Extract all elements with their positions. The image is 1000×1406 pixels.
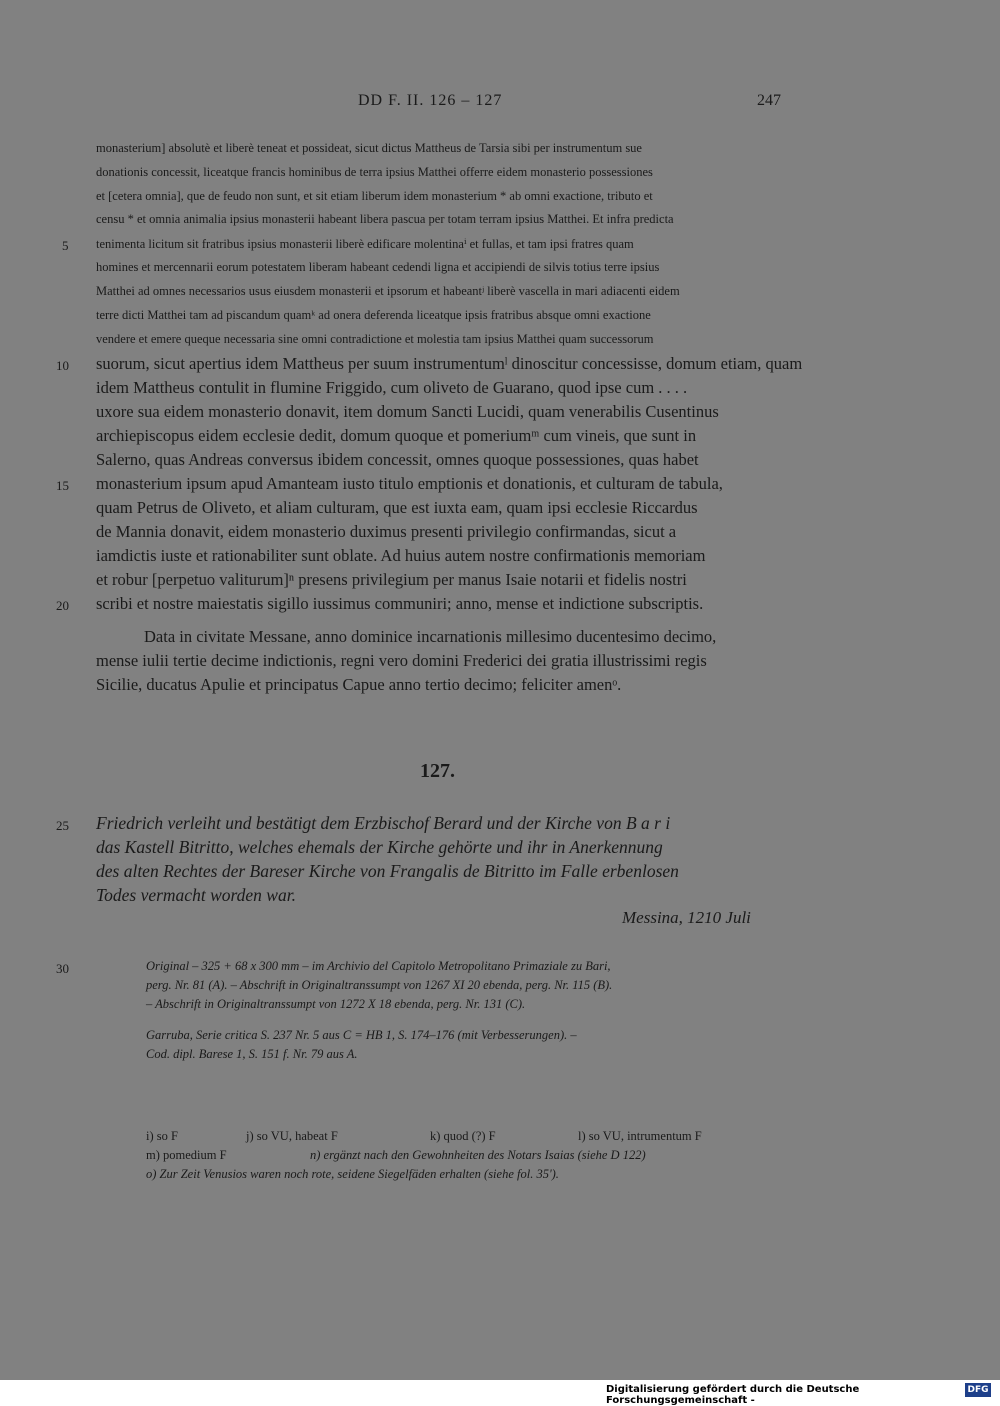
text-line: donationis concessit, liceatque francis hominibus de terra ipsius Matthei offerre eidem monasterio possessiones [96,165,653,179]
margin-line-number: 20 [56,598,69,613]
tradition-line: Garruba, Serie critica S. 237 Nr. 5 aus C = HB 1, S. 174–176 (mit Verbesserungen). – [146,1028,577,1042]
funding-notice: Digitalisierung gefördert durch die Deutsche Forschungsgemeinschaft - [606,1384,860,1406]
margin-line-number: 5 [62,238,69,253]
dating-line: Sicilie, ducatus Apulie et principatus Capue anno tertio decimo; feliciter amenᵒ. [96,675,622,694]
text-line: archiepiscopus eidem ecclesie dedit, domum quoque et pomeriumᵐ cum vineis, que sunt in [96,426,697,445]
page-number: 247 [757,92,781,109]
summary-line: das Kastell Bitritto, welches ehemals der Kirche gehörte und ihr in Anerkennung [96,837,663,857]
text-line: uxore sua eidem monasterio donavit, item domum Sancti Lucidi, quam venerabilis Cusentinus [96,402,719,421]
text-line: censu * et omnia animalia ipsius monasterii habeant libera pascua per totam terram ipsius Matthei. Et infra predicta [96,212,674,226]
margin-line-number: 10 [56,358,69,373]
text-line: Matthei ad omnes necessarios usus eiusdem monasterii et ipsorum et habeantʲ liberè vascella in mari adiacenti eidem [96,284,680,298]
footnote-l: l) so VU, intrumentum F [578,1129,702,1143]
margin-line-number: 15 [56,478,69,493]
footnote-o: o) Zur Zeit Venusios waren noch rote, seidene Siegelfäden erhalten (siehe fol. 35'). [146,1167,559,1181]
text-line: Salerno, quas Andreas conversus ibidem concessit, omnes quoque possessiones, quas habet [96,450,699,469]
footnote-m: m) pomedium F [146,1148,227,1162]
text-line: et [cetera omnia], que de feudo non sunt, et sit etiam liberum idem monasterium * ab omni exactione, tributo et [96,189,653,203]
dating-line: mense iulii tertie decime indictionis, regni vero domini Frederici dei gratia illustrissimi regis [96,651,707,670]
margin-line-number: 30 [56,961,69,976]
summary-line: Friedrich verleiht und bestätigt dem Erzbischof Berard und der Kirche von B a r i [96,813,671,833]
tradition-line: Original – 325 + 68 x 300 mm – im Archivio del Capitolo Metropolitano Primaziale zu Bari, [146,959,611,973]
footnote-i: i) so F [146,1129,178,1143]
summary-line: des alten Rechtes der Bareser Kirche von Frangalis de Bitritto im Falle erbenlosen [96,861,679,881]
text-line: scribi et nostre maiestatis sigillo iussimus communiri; anno, mense et indictione subscriptis. [96,594,704,613]
text-line: et robur [perpetuo valiturum]ⁿ presens privilegium per manus Isaie notarii et fidelis nostri [96,570,687,589]
text-line: homines et mercennarii eorum potestatem liberam habeant cedendi ligna et accipiendi de silvis totius terre ipsius [96,260,660,274]
text-line: suorum, sicut apertius idem Mattheus per suum instrumentumˡ dinoscitur concessisse, domum etiam, quam [96,354,803,373]
summary-line: Todes vermacht worden war. [96,885,296,905]
document-number: 127. [420,760,455,782]
margin-line-number: 25 [56,818,69,833]
tradition-line: – Abschrift in Originaltranssumpt von 1272 X 18 ebenda, perg. Nr. 131 (C). [146,997,526,1011]
footnote-k: k) quod (?) F [430,1129,496,1143]
running-head [0,92,1000,114]
text-line: idem Mattheus contulit in flumine Friggido, cum oliveto de Guarano, quod ipse cum . . . . [96,378,688,397]
text-line: monasterium] absolutè et liberè teneat et possideat, sicut dictus Mattheus de Tarsia sibi per instrumentum sue [96,141,642,155]
footnote-n: n) ergänzt nach den Gewohnheiten des Notars Isaias (siehe D 122) [310,1148,646,1162]
text-line: tenimenta licitum sit fratribus ipsius monasterii liberè edificare molentinaⁱ et fullas, et tam ipsi fratres quam [96,237,634,251]
place-date: Messina, 1210 Juli [622,908,751,927]
footnote-j: j) so VU, habeat F [246,1129,338,1143]
tradition-line: perg. Nr. 81 (A). – Abschrift in Originaltranssumpt von 1267 XI 20 ebenda, perg. Nr. 115 (B). [146,978,613,992]
text-line: de Mannia donavit, eidem monasterio duximus presenti privilegio confirmandas, sicut a [96,522,677,541]
text-line: vendere et emere queque necessaria sine omni contradictione et molestia tam ipsius Matthei quam successorum [96,332,654,346]
dating-line: Data in civitate Messane, anno dominice incarnationis millesimo ducentesimo decimo, [144,627,717,646]
text-line: quam Petrus de Oliveto, et aliam culturam, que est iuxta eam, quam ipsi ecclesie Riccardus [96,498,698,517]
dfg-logo: DFG [965,1383,991,1397]
text-line: terre dicti Matthei tam ad piscandum quamᵏ ad onera deferenda liceatque ipsis fratribus absque omni exactione [96,308,651,322]
text-line: iamdictis iuste et rationabiliter sunt oblate. Ad huius autem nostre confirmationis memoriam [96,546,706,565]
tradition-line: Cod. dipl. Barese 1, S. 151 f. Nr. 79 aus A. [146,1047,358,1061]
running-head-title: DD F. II. 126 – 127 [358,92,503,109]
text-line: monasterium ipsum apud Amanteam iusto titulo emptionis et donationis, et culturam de tabula, [96,474,723,493]
